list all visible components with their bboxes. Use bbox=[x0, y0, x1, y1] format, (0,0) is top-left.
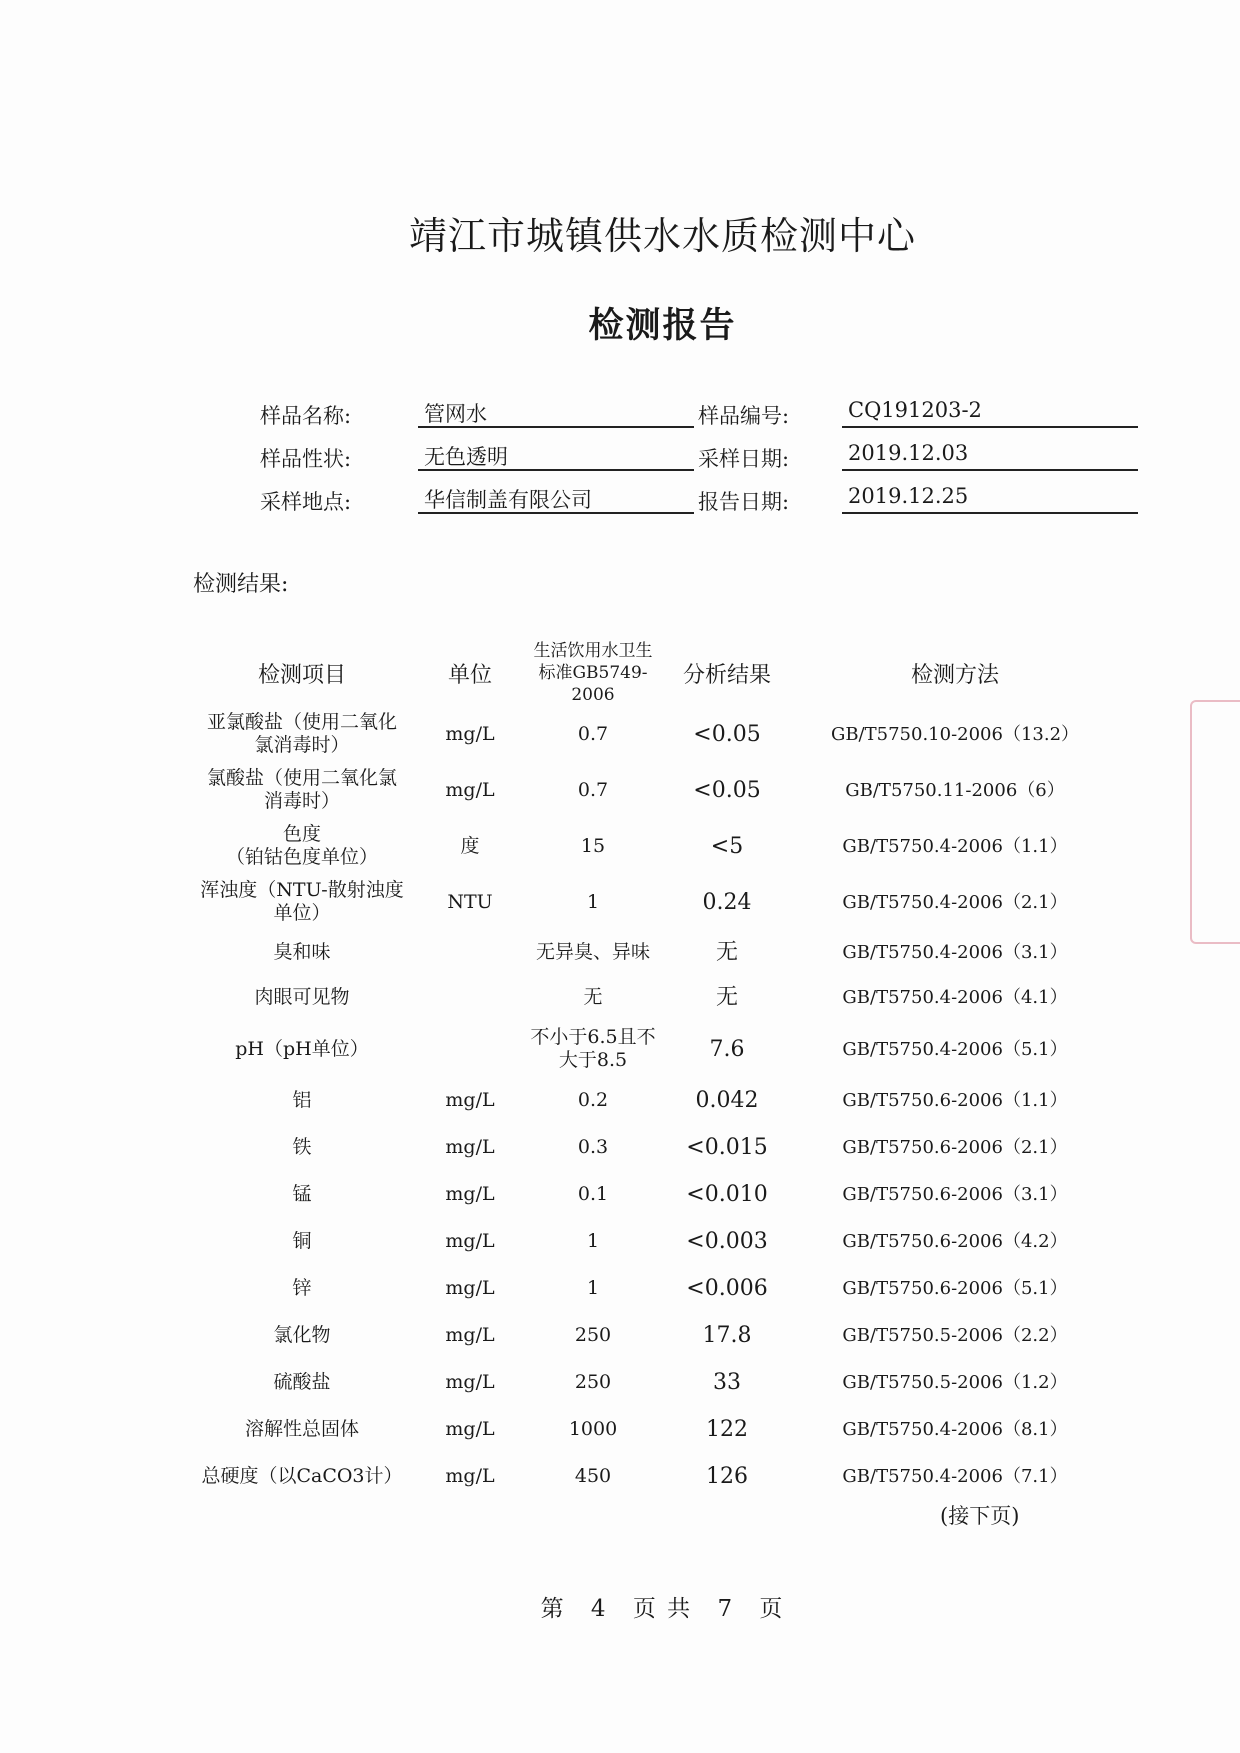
cell-method: GB/T5750.4-2006（2.1） bbox=[842, 891, 1068, 913]
page-current: 4 bbox=[590, 1596, 608, 1622]
cell-method: GB/T5750.6-2006（2.1） bbox=[842, 1137, 1068, 1158]
page-mid: 页 共 bbox=[632, 1596, 693, 1622]
report-title: 检测报告 bbox=[588, 305, 737, 346]
page-number bbox=[0, 1590, 1240, 1623]
cell-result: 0.042 bbox=[695, 1088, 759, 1113]
cell-method: GB/T5750.4-2006（8.1） bbox=[842, 1419, 1068, 1440]
cell-item: 铝 bbox=[292, 1089, 312, 1111]
table-row bbox=[188, 1077, 1118, 1124]
sample-state-value: 无色透明 bbox=[418, 441, 694, 471]
cell-unit bbox=[416, 930, 524, 974]
sample-id-label: 样品编号: bbox=[698, 404, 790, 428]
cell-result: <0.003 bbox=[686, 1229, 768, 1254]
results-table bbox=[188, 640, 1118, 1500]
sample-name-value: 管网水 bbox=[418, 398, 694, 428]
column-header-standard-line1: 生活饮用水卫生 bbox=[533, 641, 653, 661]
cell-result: <0.010 bbox=[686, 1182, 768, 1207]
cell-standard: 不小于6.5且不 大于8.5 bbox=[530, 1026, 656, 1071]
sampling-location-value: 华信制盖有限公司 bbox=[418, 484, 694, 514]
cell-unit: mg/L bbox=[445, 1136, 495, 1158]
sample-info-row-2 bbox=[0, 443, 1240, 483]
cell-method: GB/T5750.5-2006（2.2） bbox=[842, 1325, 1068, 1346]
cell-unit: NTU bbox=[447, 890, 493, 913]
cell-item: 铁 bbox=[292, 1136, 312, 1158]
column-header-method: 检测方法 bbox=[910, 662, 999, 688]
table-row bbox=[188, 874, 1118, 930]
table-row bbox=[188, 1265, 1118, 1312]
column-header-standard bbox=[524, 640, 662, 706]
cell-standard: 1 bbox=[586, 1277, 600, 1299]
cell-result: <0.05 bbox=[693, 721, 761, 747]
cell-unit: mg/L bbox=[445, 1418, 495, 1440]
page-total: 7 bbox=[717, 1596, 735, 1622]
cell-method: GB/T5750.10-2006（13.2） bbox=[830, 723, 1080, 745]
cell-method: GB/T5750.4-2006（5.1） bbox=[842, 1038, 1068, 1060]
cell-item: 锌 bbox=[292, 1277, 312, 1299]
sampling-date-label: 采样日期: bbox=[698, 447, 790, 471]
cell-unit: 度 bbox=[460, 834, 480, 857]
cell-standard: 0.1 bbox=[577, 1183, 609, 1205]
sampling-date-value: 2019.12.03 bbox=[842, 441, 1138, 471]
sample-info-row-3 bbox=[0, 486, 1240, 526]
cell-item: 肉眼可见物 bbox=[254, 986, 350, 1008]
cell-item: 氯酸盐（使用二氧化氯 消毒时） bbox=[206, 767, 397, 812]
cell-result: 无 bbox=[715, 939, 738, 965]
cell-standard: 450 bbox=[574, 1465, 612, 1487]
continued-note: (接下页) bbox=[940, 1504, 1020, 1528]
cell-result: <0.015 bbox=[686, 1135, 768, 1160]
cell-result: <0.05 bbox=[693, 777, 761, 803]
report-date-value: 2019.12.25 bbox=[842, 484, 1138, 514]
report-date-label: 报告日期: bbox=[698, 490, 790, 514]
column-header-standard-line2: 标准GB5749-2006 bbox=[538, 663, 648, 705]
sample-id-value: CQ191203-2 bbox=[842, 398, 1138, 428]
column-header-unit: 单位 bbox=[447, 662, 492, 688]
cell-standard: 无异臭、异味 bbox=[535, 940, 650, 963]
table-row bbox=[188, 762, 1118, 818]
cell-method: GB/T5750.4-2006（3.1） bbox=[842, 941, 1068, 963]
cell-standard: 0.7 bbox=[577, 778, 609, 801]
cell-item: 亚氯酸盐（使用二氧化 氯消毒时） bbox=[206, 711, 397, 756]
table-row bbox=[188, 1218, 1118, 1265]
cell-item: 硫酸盐 bbox=[273, 1371, 331, 1393]
cell-item: pH（pH单位） bbox=[235, 1037, 369, 1060]
column-header-item: 检测项目 bbox=[257, 662, 346, 688]
table-row bbox=[188, 818, 1118, 874]
cell-standard: 0.7 bbox=[577, 722, 609, 745]
cell-standard: 15 bbox=[580, 834, 606, 857]
table-row bbox=[188, 1359, 1118, 1406]
cell-unit: mg/L bbox=[445, 722, 495, 745]
results-table-body bbox=[188, 706, 1118, 1500]
cell-unit: mg/L bbox=[445, 1183, 495, 1205]
table-header-row bbox=[188, 640, 1118, 706]
table-row bbox=[188, 974, 1118, 1021]
cell-unit: mg/L bbox=[445, 1465, 495, 1487]
cell-standard: 1000 bbox=[568, 1418, 618, 1440]
cell-unit: mg/L bbox=[445, 1324, 495, 1346]
cell-item: 锰 bbox=[292, 1183, 312, 1205]
cell-method: GB/T5750.4-2006（7.1） bbox=[842, 1466, 1068, 1487]
cell-standard: 250 bbox=[574, 1371, 612, 1393]
cell-standard: 1 bbox=[586, 1230, 600, 1252]
cell-result: 7.6 bbox=[709, 1036, 745, 1062]
table-row bbox=[188, 1171, 1118, 1218]
cell-result: 0.24 bbox=[702, 889, 752, 915]
cell-method: GB/T5750.6-2006（5.1） bbox=[842, 1278, 1068, 1299]
cell-unit bbox=[416, 1021, 524, 1077]
cell-item: 总硬度（以CaCO3计） bbox=[201, 1465, 403, 1487]
column-header-result: 分析结果 bbox=[682, 662, 771, 688]
cell-unit bbox=[416, 974, 524, 1021]
cell-unit: mg/L bbox=[445, 778, 495, 801]
table-row bbox=[188, 1453, 1118, 1500]
sampling-location-label: 采样地点: bbox=[260, 490, 352, 514]
cell-method: GB/T5750.4-2006（1.1） bbox=[842, 835, 1068, 857]
cell-standard: 无 bbox=[583, 986, 603, 1008]
table-row bbox=[188, 1406, 1118, 1453]
cell-item: 氯化物 bbox=[273, 1324, 331, 1346]
cell-result: 33 bbox=[713, 1370, 741, 1395]
cell-standard: 250 bbox=[574, 1324, 612, 1346]
sample-state-label: 样品性状: bbox=[260, 447, 352, 471]
cell-method: GB/T5750.6-2006（1.1） bbox=[842, 1090, 1068, 1111]
cell-item: 浑浊度（NTU-散射浊度 单位） bbox=[200, 879, 404, 924]
cell-result: 126 bbox=[706, 1464, 748, 1489]
cell-method: GB/T5750.6-2006（3.1） bbox=[842, 1184, 1068, 1205]
cell-standard: 0.3 bbox=[577, 1136, 609, 1158]
cell-item: 色度 （铂钴色度单位） bbox=[225, 823, 378, 868]
cell-method: GB/T5750.11-2006（6） bbox=[845, 779, 1065, 801]
table-row bbox=[188, 706, 1118, 762]
cell-item: 铜 bbox=[292, 1230, 312, 1252]
cell-method: GB/T5750.6-2006（4.2） bbox=[842, 1231, 1068, 1252]
cell-method: GB/T5750.5-2006（1.2） bbox=[842, 1372, 1068, 1393]
sample-name-label: 样品名称: bbox=[260, 404, 352, 428]
cell-result: 122 bbox=[706, 1417, 748, 1442]
cell-result: <5 bbox=[710, 833, 744, 859]
table-row bbox=[188, 1312, 1118, 1359]
cell-standard: 0.2 bbox=[577, 1089, 609, 1111]
results-label: 检测结果: bbox=[193, 572, 289, 597]
cell-item: 溶解性总固体 bbox=[244, 1418, 359, 1440]
page-suffix: 页 bbox=[759, 1596, 785, 1622]
organization-name: 靖江市城镇供水水质检测中心 bbox=[408, 214, 916, 258]
table-row bbox=[188, 1021, 1118, 1077]
cell-unit: mg/L bbox=[445, 1277, 495, 1299]
table-row bbox=[188, 930, 1118, 974]
page-prefix: 第 bbox=[540, 1596, 566, 1622]
cell-standard: 1 bbox=[586, 890, 600, 913]
cell-result: 17.8 bbox=[702, 1323, 752, 1348]
cell-result: 无 bbox=[715, 985, 738, 1010]
seal-stamp-edge bbox=[1190, 700, 1240, 944]
table-row bbox=[188, 1124, 1118, 1171]
cell-unit: mg/L bbox=[445, 1089, 495, 1111]
cell-result: <0.006 bbox=[686, 1276, 768, 1301]
cell-method: GB/T5750.4-2006（4.1） bbox=[842, 987, 1068, 1008]
cell-unit: mg/L bbox=[445, 1230, 495, 1252]
sample-info-row-1 bbox=[0, 400, 1240, 440]
cell-unit: mg/L bbox=[445, 1371, 495, 1393]
cell-item: 臭和味 bbox=[273, 940, 331, 963]
